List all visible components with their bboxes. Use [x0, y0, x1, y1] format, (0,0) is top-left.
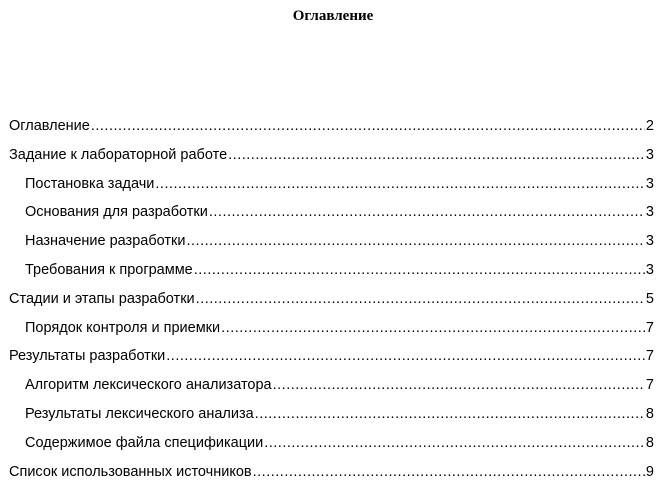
toc-entry-title[interactable]: Назначение разработки [25, 233, 186, 250]
toc-entry-title[interactable]: Стадии и этапы разработки [9, 290, 195, 307]
toc-dot-leader [196, 289, 645, 309]
toc-entry[interactable] [9, 462, 654, 491]
toc-entry-title[interactable]: Оглавление [9, 118, 90, 134]
toc-page-number: 7 [645, 319, 654, 336]
toc-page-number: 3 [645, 204, 654, 221]
toc-entry[interactable] [9, 289, 654, 318]
toc-entry[interactable] [9, 174, 654, 203]
toc-dot-leader [221, 318, 645, 338]
toc-entry-title[interactable]: Результаты разработки [9, 348, 166, 365]
toc-entry[interactable] [9, 433, 654, 462]
toc-dot-leader [194, 260, 645, 280]
toc-entry[interactable] [9, 346, 654, 375]
toc-page-number: 8 [645, 434, 654, 451]
toc-entry-title[interactable]: Основания для разработки [25, 204, 208, 221]
toc-dot-leader [228, 145, 645, 165]
toc-page-number: 7 [645, 377, 654, 394]
toc-page-number: 3 [645, 233, 654, 250]
toc-entry-title[interactable]: Постановка задачи [25, 175, 155, 192]
toc-page-number: 9 [645, 463, 654, 480]
toc-page-number: 8 [645, 405, 654, 422]
toc-entry[interactable] [9, 202, 654, 231]
toc-page-number: 3 [645, 261, 654, 278]
table-of-contents [9, 116, 654, 490]
toc-page-number: 2 [645, 118, 654, 134]
toc-dot-leader [155, 174, 645, 194]
toc-dot-leader [166, 346, 645, 366]
toc-dot-leader [264, 433, 645, 453]
toc-entry[interactable] [9, 145, 654, 174]
toc-entry-title[interactable]: Задание к лабораторной работе [9, 146, 228, 163]
toc-page-number: 3 [645, 146, 654, 163]
toc-entry-title[interactable]: Алгоритм лексического анализатора [25, 377, 272, 394]
toc-entry-title[interactable]: Результаты лексического анализа [25, 405, 254, 422]
toc-heading: Оглавление [292, 8, 374, 24]
toc-dot-leader [253, 462, 645, 482]
toc-entry-title[interactable]: Порядок контроля и приемки [25, 319, 221, 336]
toc-entry-title[interactable]: Список использованных источников [9, 463, 252, 480]
toc-entry[interactable] [9, 116, 654, 145]
toc-dot-leader [255, 404, 645, 424]
toc-entry[interactable] [9, 375, 654, 404]
toc-entry-title[interactable]: Требования к программе [25, 261, 193, 278]
toc-dot-leader [91, 116, 645, 136]
toc-entry[interactable] [9, 318, 654, 347]
toc-entry[interactable] [9, 260, 654, 289]
toc-entry-title[interactable]: Содержимое файла спецификации [25, 434, 264, 451]
toc-entry[interactable] [9, 231, 654, 260]
toc-page-number: 7 [645, 348, 654, 365]
toc-dot-leader [273, 375, 645, 395]
toc-page-number: 5 [645, 290, 654, 307]
toc-entry[interactable] [9, 404, 654, 433]
toc-dot-leader [186, 231, 644, 251]
toc-dot-leader [209, 202, 645, 222]
toc-page-number: 3 [645, 175, 654, 192]
